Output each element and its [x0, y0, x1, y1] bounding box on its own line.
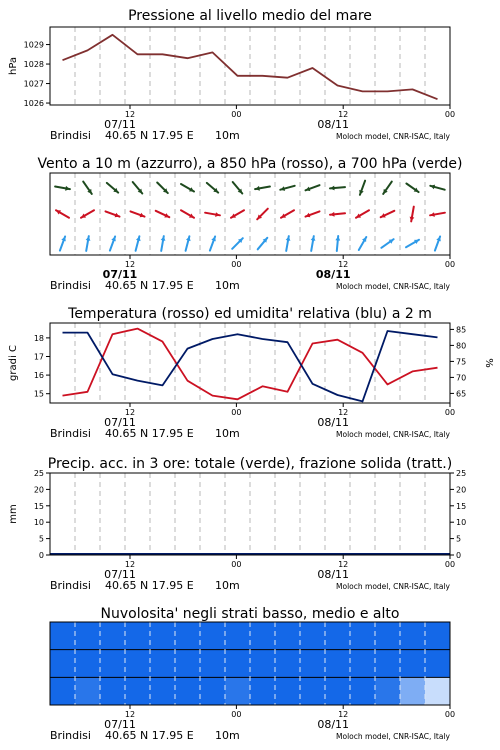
wind-10m-arrow [258, 238, 268, 250]
wind-10m-arrow [359, 237, 367, 250]
y-right-tick-label: 15 [456, 501, 467, 511]
wind-700hpa-arrow [83, 182, 92, 194]
cloud-cell [175, 650, 200, 678]
model-credit: Moloch model, CNR-ISAC, Italy [336, 582, 450, 591]
y-right-tick-label: 70 [456, 373, 467, 383]
x-tick-label: 00 [444, 408, 456, 417]
cloud-cell [325, 650, 350, 678]
cloud-cell [275, 677, 300, 705]
wind-850hpa-arrow [330, 212, 345, 217]
cloud-cell [300, 677, 325, 705]
station-coords: 40.65 N 17.95 E [105, 729, 194, 742]
wind-title: Vento a 10 m (azzurro), a 850 hPa (rosso), a 700 hPa (verde) [37, 156, 463, 172]
wind-10m-arrow [186, 236, 191, 251]
cloud-cell [150, 650, 175, 678]
station-elevation: 10m [215, 729, 240, 742]
x-tick-label: 00 [444, 110, 456, 119]
x-tick-label: 00 [231, 710, 242, 719]
date-label: 08/11 [317, 718, 350, 731]
cloud-cell [150, 622, 175, 650]
station-elevation: 10m [215, 427, 240, 440]
station-name: Brindisi [50, 579, 91, 592]
wind-10m-arrow [435, 237, 441, 251]
cloud-cell [225, 650, 250, 678]
cloud-cell [250, 650, 275, 678]
wind-850hpa-arrow [106, 211, 120, 217]
station-name: Brindisi [50, 129, 91, 142]
wind-700hpa-arrow [255, 186, 270, 191]
wind-700hpa-arrow [430, 185, 444, 190]
y-tick-label: 0 [38, 551, 44, 560]
y-right-tick-label: 65 [456, 389, 467, 399]
wind-700hpa-arrow [157, 183, 168, 194]
cloud-cell [100, 650, 125, 678]
y-tick-label: 15 [33, 389, 44, 399]
x-tick-label: 00 [444, 260, 456, 269]
station-elevation: 10m [215, 579, 240, 592]
cloud-cell [275, 622, 300, 650]
cloud-cell [425, 677, 450, 705]
x-tick-label: 00 [231, 408, 242, 417]
date-label: 08/11 [317, 416, 350, 429]
cloud-cell [300, 650, 325, 678]
cloud-cell [175, 677, 200, 705]
cloud-cell [200, 622, 225, 650]
date-label: 08/11 [317, 118, 350, 131]
cloud-panel [50, 606, 455, 742]
x-tick-label: 12 [338, 408, 349, 417]
wind-850hpa-arrow [156, 211, 170, 218]
y-tick-label: 18 [33, 333, 44, 343]
cloud-cell [50, 622, 75, 650]
cloud-cell [425, 622, 450, 650]
y-right-tick-label: 85 [456, 325, 467, 335]
wind-850hpa-arrow [381, 211, 395, 218]
station-elevation: 10m [215, 279, 240, 292]
model-credit: Moloch model, CNR-ISAC, Italy [336, 430, 450, 439]
cloud-cell [125, 622, 150, 650]
wind-850hpa-arrow [430, 212, 445, 217]
y-tick-label: 5 [38, 534, 44, 544]
wind-10m-arrow [286, 236, 291, 251]
cloud-cell [75, 677, 100, 705]
cloud-cell [425, 650, 450, 678]
wind-850hpa-arrow [81, 210, 94, 218]
cloud-cell [225, 677, 250, 705]
x-tick-label: 12 [124, 408, 136, 417]
pressure-ylabel: hPa [8, 56, 19, 76]
cloud-cell [200, 650, 225, 678]
cloud-cell [375, 650, 400, 678]
wind-700hpa-arrow [233, 182, 243, 194]
wind-700hpa-arrow [406, 184, 418, 193]
wind-850hpa-arrow [231, 210, 244, 218]
cloud-cell [400, 622, 425, 650]
date-label: 08/11 [315, 268, 351, 281]
wind-700hpa-arrow [55, 186, 70, 191]
date-label: 08/11 [317, 568, 350, 581]
cloud-cell [125, 677, 150, 705]
wind-10m-arrow [136, 236, 141, 251]
y-tick-label: 25 [33, 469, 44, 478]
wind-10m-arrow [210, 237, 216, 251]
y-tick-label: 15 [33, 501, 44, 511]
wind-850hpa-arrow [205, 212, 220, 217]
station-name: Brindisi [50, 427, 91, 440]
date-label: 07/11 [104, 718, 136, 731]
wind-850hpa-arrow [257, 209, 268, 220]
cloud-cell [325, 622, 350, 650]
temperature-ylabel: gradi C [8, 345, 19, 381]
wind-10m-arrow [110, 237, 116, 251]
wind-850hpa-arrow [356, 210, 369, 218]
x-tick-label: 12 [124, 110, 136, 119]
cloud-cell [375, 622, 400, 650]
y-right-tick-label: 5 [456, 534, 462, 544]
cloud-cell [250, 622, 275, 650]
date-label: 07/11 [102, 268, 138, 281]
wind-850hpa-arrow [410, 207, 415, 222]
wind-700hpa-arrow [280, 186, 294, 191]
wind-700hpa-arrow [133, 182, 143, 194]
pressure-panel [8, 8, 455, 142]
x-tick-label: 00 [444, 560, 456, 569]
pressure-title: Pressione al livello medio del mare [128, 8, 372, 24]
y-tick-label: 1029 [23, 40, 44, 50]
cloud-cell [400, 677, 425, 705]
date-label: 07/11 [104, 568, 136, 581]
station-elevation: 10m [215, 129, 240, 142]
wind-10m-arrow [406, 240, 419, 248]
arrow-head [330, 212, 335, 217]
cloud-cell [250, 677, 275, 705]
y-tick-label: 1028 [23, 60, 44, 70]
x-tick-label: 12 [338, 260, 349, 269]
y-right-tick-label: 10 [456, 518, 467, 528]
wind-850hpa-arrow [281, 210, 294, 218]
station-name: Brindisi [50, 729, 91, 742]
wind-10m-arrow [232, 238, 243, 249]
wind-850hpa-arrow [131, 211, 145, 217]
station-coords: 40.65 N 17.95 E [105, 427, 194, 440]
cloud-cell [150, 677, 175, 705]
model-credit: Moloch model, CNR-ISAC, Italy [336, 132, 450, 141]
cloud-cell [175, 622, 200, 650]
y-right-tick-label: 80 [456, 341, 467, 351]
temperature-panel [8, 306, 494, 440]
precipitation-ylabel: mm [8, 504, 19, 524]
y-right-tick-label: 20 [456, 485, 467, 495]
wind-850hpa-arrow [56, 210, 69, 218]
x-tick-label: 12 [338, 710, 349, 719]
wind-700hpa-arrow [383, 182, 392, 194]
wind-700hpa-arrow [359, 181, 365, 195]
y-tick-label: 17 [33, 352, 44, 362]
wind-700hpa-arrow [306, 185, 320, 191]
x-tick-label: 00 [231, 560, 242, 569]
wind-850hpa-arrow [306, 211, 320, 217]
precipitation-panel [8, 456, 466, 592]
station-coords: 40.65 N 17.95 E [105, 279, 194, 292]
wind-10m-arrow [381, 239, 393, 248]
x-tick-label: 12 [124, 710, 136, 719]
x-tick-label: 12 [338, 560, 349, 569]
cloud-cell [200, 677, 225, 705]
y-tick-label: 1027 [23, 79, 44, 89]
cloud-cell [100, 622, 125, 650]
x-tick-label: 00 [444, 710, 456, 719]
wind-700hpa-arrow [207, 183, 218, 193]
y-right-tick-label: 75 [456, 357, 467, 367]
wind-panel [37, 156, 462, 292]
cloud-cell [325, 677, 350, 705]
x-tick-label: 12 [124, 260, 136, 269]
arrow-head [330, 186, 335, 191]
wind-10m-arrow [161, 236, 166, 251]
y-tick-label: 1026 [23, 99, 44, 109]
temperature-title: Temperatura (rosso) ed umidita' relativa (blu) a 2 m [68, 306, 432, 322]
y-right-tick-label: 25 [456, 469, 467, 478]
station-name: Brindisi [50, 279, 91, 292]
cloud-cell [75, 622, 100, 650]
cloud-cell [225, 622, 250, 650]
cloud-cell [50, 650, 75, 678]
x-tick-label: 00 [231, 110, 242, 119]
cloud-title: Nuvolosita' negli strati basso, medio e alto [100, 606, 400, 622]
date-label: 07/11 [104, 118, 136, 131]
cloud-cell [350, 677, 375, 705]
cloud-cell [50, 677, 75, 705]
precipitation-title: Precip. acc. in 3 ore: totale (verde), frazione solida (tratt.) [47, 456, 453, 472]
y-right-tick-label: 0 [456, 551, 462, 560]
y-tick-label: 10 [33, 518, 44, 528]
wind-10m-arrow [311, 236, 316, 251]
x-tick-label: 12 [338, 110, 349, 119]
cloud-cell [400, 650, 425, 678]
cloud-cell [375, 677, 400, 705]
cloud-cell [100, 677, 125, 705]
station-coords: 40.65 N 17.95 E [105, 129, 194, 142]
cloud-cell [350, 622, 375, 650]
x-tick-label: 12 [124, 560, 136, 569]
wind-700hpa-arrow [181, 184, 194, 192]
wind-10m-arrow [60, 237, 66, 251]
y-tick-label: 16 [33, 371, 44, 381]
wind-10m-arrow [86, 236, 91, 251]
cloud-cell [300, 622, 325, 650]
cloud-cell [275, 650, 300, 678]
wind-10m-arrow [335, 236, 340, 251]
station-coords: 40.65 N 17.95 E [105, 579, 194, 592]
cloud-cell [75, 650, 100, 678]
wind-850hpa-arrow [181, 210, 194, 218]
x-tick-label: 00 [231, 260, 242, 269]
wind-700hpa-arrow [107, 183, 118, 193]
model-credit: Moloch model, CNR-ISAC, Italy [336, 732, 450, 741]
cloud-cell [350, 650, 375, 678]
arrow-head [335, 236, 340, 241]
cloud-cell [125, 650, 150, 678]
model-credit: Moloch model, CNR-ISAC, Italy [336, 282, 450, 291]
wind-700hpa-arrow [330, 186, 345, 191]
humidity-ylabel: % [483, 358, 494, 368]
date-label: 07/11 [104, 416, 136, 429]
y-tick-label: 20 [33, 485, 44, 495]
